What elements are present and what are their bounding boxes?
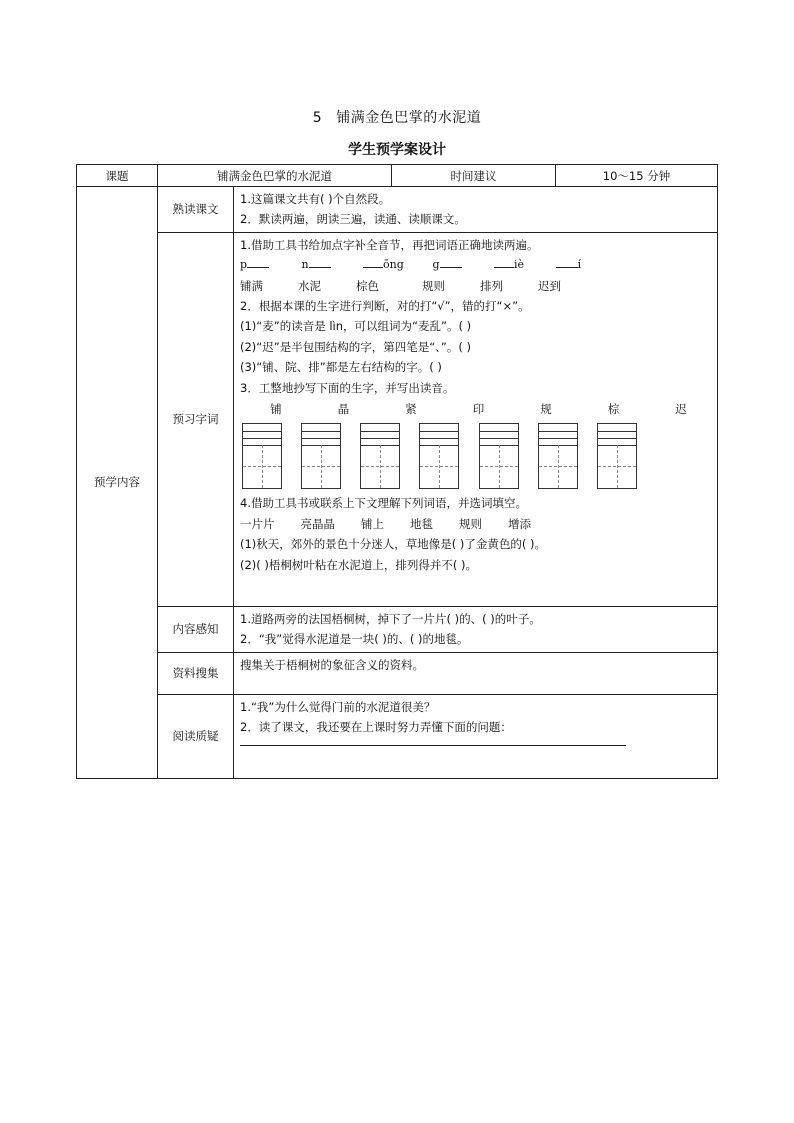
char-item: 规 [540,402,552,417]
q4-word: 铺上 [361,516,384,531]
time-value: 10～15 分钟 [556,165,718,187]
pinyin-row [240,255,711,275]
research-label: 资料搜集 [158,652,234,694]
word-item: 棕色 [356,278,379,293]
char-item: 紧 [405,402,417,417]
writing-grid-box[interactable] [479,423,519,489]
perception-content [234,606,718,652]
pinyin-blank-3: ōng [363,255,429,275]
char-item: 印 [472,402,485,417]
q2-item-3: (3)“铺、院、排”都是左右结构的字。( ) [240,360,442,375]
pinyin-blank-6: í [556,255,614,275]
vocab-q3: 3．工整地抄写下面的生字，并写出读音。 [240,380,455,395]
q4-word: 增添 [508,516,531,531]
char-item: 迟 [675,402,687,417]
word-item: 铺满 [240,278,263,293]
q2-item-1: (1)“麦”的读音是 lìn，可以组词为“麦乱”。( ) [240,319,472,334]
lesson-number: 5 [312,110,323,126]
writing-grid-box[interactable] [419,423,459,489]
q4-item-2: (2)( )梧桐树叶粘在水泥道上，排列得并不( )。 [240,557,478,572]
perception-row [77,606,718,652]
vocab-label: 预习字词 [158,232,234,606]
question-line-2: 2．读了课文，我还要在上课时努力弄懂下面的问题： [240,720,512,735]
question-line-1: 1.“我”为什么觉得门前的水泥道很美？ [240,699,436,714]
vocab-q1: 1.借助工具书给加点字补全音节，再把词语正确地读两遍。 [240,237,539,252]
q4-word: 亮晶晶 [300,516,335,531]
char-item: 铺 [270,402,282,417]
q2-item-2: (2)“迟”是半包围结构的字，第四笔是“、”。( ) [240,339,471,354]
course-name: 铺满金色巴掌的水泥道 [158,165,392,187]
read-line-1: 1.这篇课文共有( )个自然段。 [240,192,391,206]
pinyin-blank-5: iè [494,255,552,275]
q4-word: 规则 [459,516,482,531]
word-row [240,276,711,296]
pinyin-blank-1: p [240,255,298,275]
lesson-name: 铺满金色巴掌的水泥道 [336,110,482,126]
vocab-q2: 2．根据本课的生字进行判断，对的打“√”，错的打“×”。 [240,299,530,314]
answer-line[interactable] [240,745,626,746]
research-line-1: 搜集关于梧桐树的象征含义的资料。 [240,657,424,672]
question-row [77,694,718,778]
read-line-2: 2．默读两遍，朗读三遍，读通、读顺课文。 [240,212,466,227]
q4-word-list [240,514,711,534]
question-label: 阅读质疑 [158,694,234,778]
perception-line-1: 1.道路两旁的法国梧桐树，掉下了一片片( )的、( )的叶子。 [240,611,541,626]
section-label: 预学内容 [77,187,158,779]
header-row [77,165,718,187]
read-label: 熟读课文 [158,187,234,233]
research-row [77,652,718,694]
word-item: 规则 [422,278,445,293]
char-row [240,399,711,419]
vocab-row [77,232,718,606]
pinyin-blank-2: n [302,255,360,275]
word-item: 排列 [480,278,503,293]
q4-word: 地毯 [410,516,433,531]
preview-table [76,164,718,779]
writing-grids [240,421,711,493]
question-content [234,694,718,778]
writing-grid-box[interactable] [597,423,637,489]
writing-grid-box[interactable] [242,423,282,489]
q4-word: 一片片 [240,516,275,531]
word-item: 迟到 [538,278,561,293]
char-item: 晶 [337,402,350,417]
time-label: 时间建议 [392,165,556,187]
vocab-content [234,232,718,606]
word-item: 水泥 [298,278,321,293]
perception-label: 内容感知 [158,606,234,652]
lesson-title [0,107,794,127]
read-row [77,187,718,233]
perception-line-2: 2．“我”觉得水泥道是一块( )的、( )的地毯。 [240,632,469,647]
pinyin-blank-4: g [433,255,491,275]
writing-grid-box[interactable] [538,423,578,489]
vocab-q4: 4.借助工具书或联系上下文理解下列词语，并选词填空。 [240,496,527,511]
read-content [234,187,718,233]
page-subtitle: 学生预学案设计 [348,142,446,158]
q4-item-1: (1)秋天，郊外的景色十分迷人，草地像是( )了金黄色的( )。 [240,537,547,552]
writing-grid-box[interactable] [301,423,341,489]
research-content [234,652,718,694]
course-label: 课题 [77,165,158,187]
char-item: 棕 [607,402,620,417]
writing-grid-box[interactable] [360,423,400,489]
